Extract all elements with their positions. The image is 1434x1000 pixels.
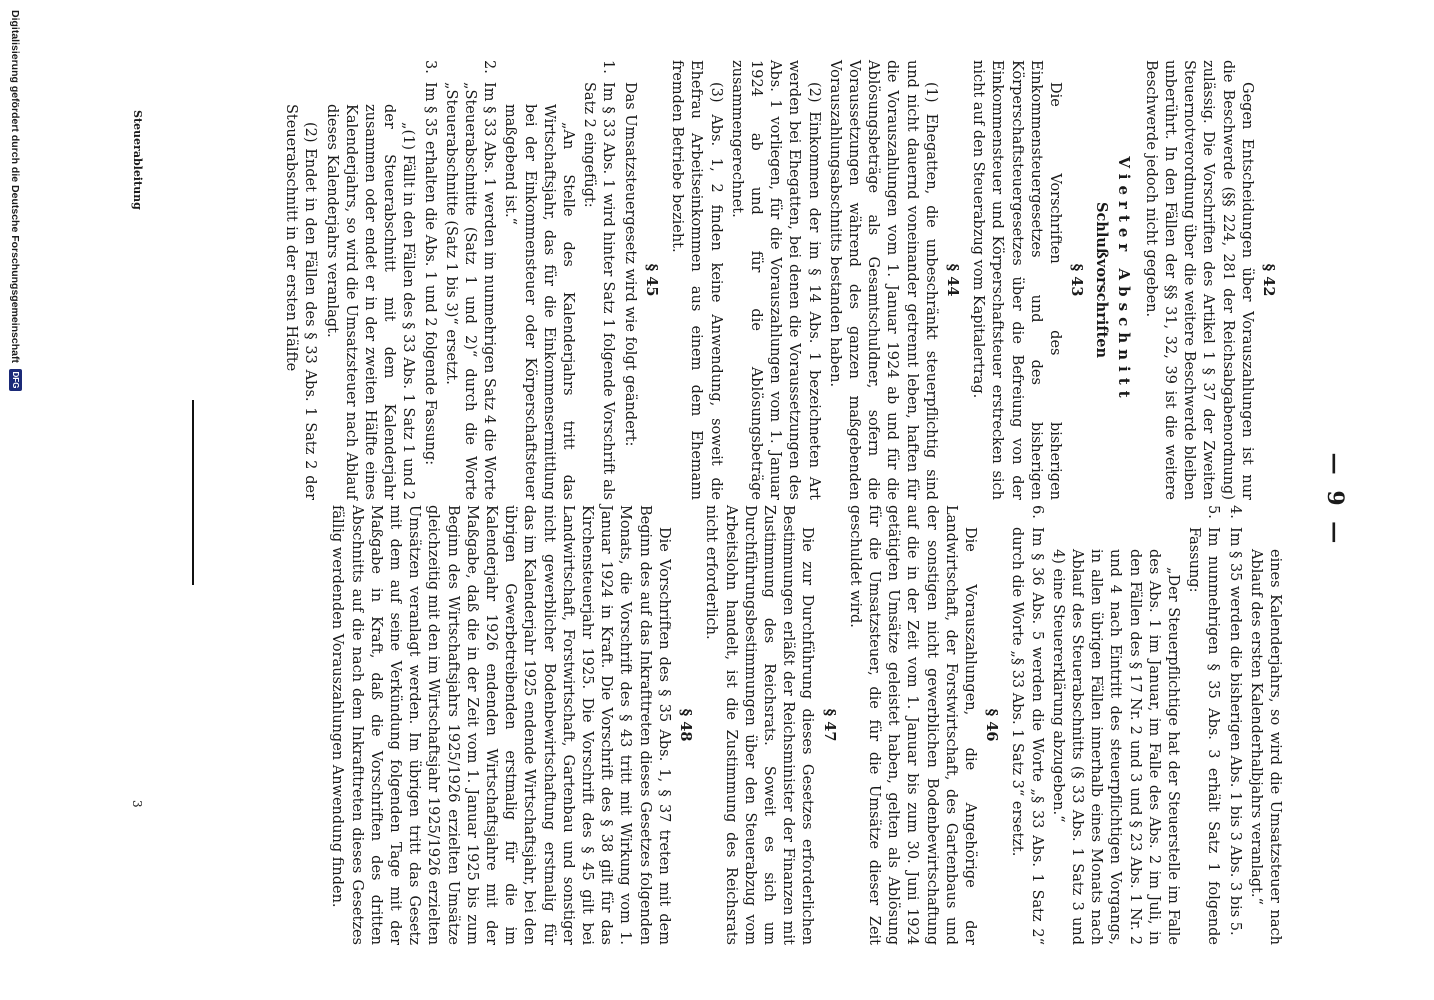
item-text: Im § 33 Abs. 1 werden im nunmehrigen Satz 4 die Worte „Steuerabschnitte (Satz 1 und 2)“ durch die Worte „Steuerabschnitte (Satz 1 bis 3)“ ersetzt.: [442, 82, 498, 500]
section-42-text: Gegen Entscheidungen über Vorauszahlungen ist nur die Beschwerde (§§ 224, 281 der Reichsabgabenordnung) zulässig. Die Vorschriften des Artikel 1 § 37 der Zweiten Steuernotverordnung über die weitere Beschwerde bleiben unberührt. In den Fällen der §§ 31, 32, 39 ist die weitere Beschwerde jedoch nicht gegeben.: [1142, 60, 1255, 500]
section-title-48: § 48: [677, 708, 695, 742]
section-title-43: § 43: [1068, 263, 1086, 297]
right-column: [325, 505, 1284, 945]
footer-label: Steuerableitung: [131, 110, 144, 210]
section-44-paragraph-1: (1) Ehegatten, die unbeschränkt steuerpflichtig sind und nicht dauernd voneinander getrennt leben, haften für die Vorauszahlungen vom 1. Januar 1924 ab und für die Ablösungsbeträge als Gesamtschuldner, sofern die Voraussetzungen während des ganzen maßgebenden Vorauszahlungsabschnitts bestanden haben.: [826, 60, 939, 500]
item-number: 4.: [1226, 505, 1243, 519]
item-number: 2.: [481, 60, 498, 74]
section-45-item-3: [419, 60, 438, 500]
section-45-item-4: [1224, 505, 1243, 945]
section-title-42: § 42: [1260, 263, 1277, 297]
section-45-item-1-quote: „An Stelle des Kalenderjahrs tritt das Wirtschaftsjahr, das für die Einkommensermittlung bei der Einkommensteuer oder Körperschaftsteuer maßgebend ist.“: [502, 104, 577, 500]
section-45-item-2: [441, 60, 499, 500]
digitization-note: [9, 10, 22, 391]
section-title-44: § 44: [943, 263, 961, 297]
section-46-text: Die Vorauszahlungen, die Angehörige der Landwirtschaft, der Forstwirtschaft, des Gartenbaus und der sonstigen nicht gewerblichen Bodenbewirtschaftung auf die in der Zeit vom 1. Januar bis zum 30. Juni 1924 getätigten Umsätze geleistet haben, gelten als Ablösung für die Umsatzsteuer, die für die Umsätze dieser Zeit geschuldet wird.: [846, 505, 978, 945]
part-subheading: Schlußvorschriften: [1093, 201, 1111, 359]
section-48-text: Die Vorschriften des § 35 Abs. 1, § 37 treten mit dem Beginn des auf das Inkrafttreten dieses Gesetzes folgenden Monats, die Vorschrift des § 43 tritt mit Wirkung vom 1. Januar 1924 in Kraft. Die Vorschrift des § 38 gilt für das Kirchensteuerjahr 1925. Die Vorschrift des § 45 gilt bei Landwirtschaft, Forstwirtschaft, Gartenbau und sonstiger nicht gewerblicher Bodenbewirtschaftung erstmalig für das im Kalenderjahr 1925 endende Wirtschaftsjahr, bei den übrigen Gewerbetreibenden erstmalig für die im Kalenderjahr 1926 endenden Wirtschaftsjahre mit der Maßgabe, daß die in der Zeit vom 1. Januar 1925 bis zum Beginn des Wirtschaftsjahrs 1925/1926 erzielten Umsätze gleichzeitig mit den im Wirtschaftsjahr 1925/1926 erzielten Umsätzen veranlagt werden. Im übrigen tritt das Gesetz mit dem auf seine Verkündung folgenden Tage mit der Maßgabe in Kraft, daß die Vorschriften des dritten Abschnitts auf die nach dem Inkrafttreten dieses Gesetzes fällig werdenden Vorauszahlungen Anwendung finden.: [329, 505, 672, 945]
section-title-47: § 47: [820, 708, 838, 742]
section-45-item-1: [579, 60, 617, 500]
section-44-paragraph-2: (2) Einkommen der im § 14 Abs. 1 bezeichneten Art werden bei Ehegatten, bei denen die Voraussetzungen des Abs. 1 vorliegen, für die Vorauszahlungen vom 1. Januar 1924 ab und für die Ablösungsbeträge zusammengerechnet.: [728, 60, 822, 500]
section-title-45: § 45: [642, 263, 660, 297]
dfg-logo: DFG: [9, 369, 22, 391]
section-45-item-5: [1184, 505, 1222, 945]
running-head: — 9 —: [1322, 452, 1348, 548]
item-text: Im § 33 Abs. 1 wird hinter Satz 1 folgende Vorschrift als Satz 2 eingefügt:: [581, 82, 617, 500]
item-text: Im § 35 werden die bisherigen Abs. 1 bis 3 Abs. 3 bis 5.: [1226, 527, 1243, 936]
section-44-paragraph-3: (3) Abs. 1, 2 finden keine Anwendung, soweit die Ehefrau Arbeitseinkommen aus einem dem Ehemann fremden Betriebe bezieht.: [669, 60, 724, 500]
item-number: 5.: [1205, 505, 1222, 519]
item-number: 1.: [600, 60, 617, 74]
section-43-text: Die Vorschriften des bisherigen Einkommensteuergesetzes und des bisherigen Körperschaftsteuergesetzes über die Befreiung von der Einkommensteuer und Körperschaftsteuer erstrecken sich nicht auf den Steuerabzug vom Kapitalertrag.: [970, 60, 1063, 500]
digitization-text: Digitalisierung gefördert durch die Deutsche Forschungsgemeinschaft: [9, 10, 22, 363]
section-47-text: Die zur Durchführung dieses Gesetzes erforderlichen Bestimmungen erläßt der Reichsminister der Finanzen mit Zustimmung des Reichsrats. Soweit es sich um Durchführungsbestimmungen über den Steuerabzug vom Arbeitslohn handelt, ist die Zustimmung des Reichsrats nicht erforderlich.: [703, 505, 816, 945]
continued-quote: eines Kalenderjahrs, so wird die Umsatzsteuer nach Ablauf des ersten Kalenderhalbjahrs veranlagt.“: [1247, 549, 1283, 945]
section-title-46: § 46: [983, 708, 1001, 742]
left-column: [279, 60, 1284, 500]
page-number: 3: [130, 800, 144, 808]
section-45-item-6: [1007, 505, 1045, 945]
section-45-intro: Das Umsatzsteuergesetz wird wie folgt geändert:: [621, 82, 638, 447]
part-heading: Vierter Abschnitt: [1114, 156, 1133, 404]
item-text: Im § 35 erhalten die Abs. 1 und 2 folgende Fassung:: [421, 82, 438, 466]
item-text: Im nunmehrigen § 35 Abs. 3 erhält Satz 1 folgende Fassung:: [1186, 527, 1222, 945]
item-text: Im § 36 Abs. 5 werden die Worte „§ 33 Abs. 1 Satz 2“ durch die Worte „§ 33 Abs. 1 Satz 3“ ersetzt.: [1009, 527, 1045, 945]
section-45-item-3-quote-1: „(1) Fällt in den Fällen des § 33 Abs. 1 Satz 1 und 2 der Steuerabschnitt mit dem Kalenderjahr zusammen oder endet er in der zweiten Hälfte eines Kalenderjahrs, so wird die Umsatzsteuer nach Ablauf dieses Kalenderjahrs veranlagt.: [323, 104, 417, 500]
section-45-item-5-quote: „Der Steuerpflichtige hat der Steuerstelle im Falle des Abs. 1 im Januar, im Falle des Abs. 2 im Juli, in den Fällen des § 17 Nr. 2 und 3 und § 23 Abs. 1 Nr. 2 und 4 nach Eintritt des steuerpflichtigen Vorgangs, in allen übrigen Fällen innerhalb eines Monats nach Ablauf des Steuerabschnitts (§ 33 Abs. 1 Satz 3 und 4) eine Steuererklärung abzugeben.“: [1049, 549, 1181, 945]
item-number: 6.: [1028, 505, 1045, 519]
item-number: 3.: [421, 60, 438, 74]
column-end-rule: [192, 400, 194, 585]
section-45-item-3-quote-2: (2) Endet in den Fällen des § 33 Abs. 1 Satz 2 der Steuerabschnitt in der ersten Hälfte: [283, 104, 319, 500]
